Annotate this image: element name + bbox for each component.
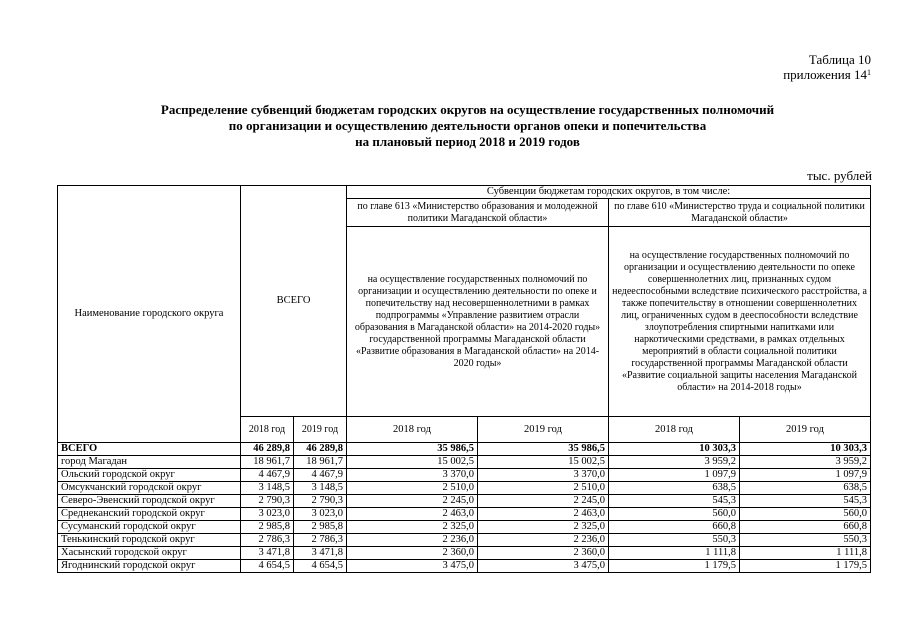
header-613-2018: 2018 год — [347, 417, 478, 443]
cell-value-e2018: 2 325,0 — [347, 521, 478, 534]
cell-value-t2019: 18 961,7 — [294, 456, 347, 469]
cell-value-s2019: 545,3 — [740, 495, 871, 508]
cell-district-name: Ягоднинский городской округ — [58, 560, 241, 573]
table-row — [58, 560, 871, 573]
cell-value-t2018: 4 654,5 — [241, 560, 294, 573]
header-610-2019: 2019 год — [740, 417, 871, 443]
cell-value-s2018: 660,8 — [609, 521, 740, 534]
header-610-2018: 2018 год — [609, 417, 740, 443]
cell-value-s2018: 3 959,2 — [609, 456, 740, 469]
cell-value-e2019: 2 463,0 — [478, 508, 609, 521]
cell-value-e2019: 2 245,0 — [478, 495, 609, 508]
cell-district-name: Омсукчанский городской округ — [58, 482, 241, 495]
cell-value-e2018: 35 986,5 — [347, 443, 478, 456]
header-desc-610: на осуществление государственных полномочий по организации и осуществлению деятельности по опеке совершеннолетних лиц, признанных судом недееспособными вследствие психического расстройства, а также попечительству в отношении совершеннолетних лиц, ограниченных судом в дееспособности вследствие злоупотребления спиртными напитками или наркотическими средствами, в рамках отдельных мероприятий в области социальной политики государственной программы Магаданской области «Развитие социальной защиты населения Магаданской области» на 2014-2018 годы» — [609, 227, 871, 417]
cell-district-name: Тенькинский городской округ — [58, 534, 241, 547]
cell-value-e2019: 3 370,0 — [478, 469, 609, 482]
header-total-2018: 2018 год — [241, 417, 294, 443]
cell-value-t2018: 3 148,5 — [241, 482, 294, 495]
cell-value-t2018: 18 961,7 — [241, 456, 294, 469]
header-group-613: по главе 613 «Министерство образования и молодежной политики Магаданской области» — [347, 199, 609, 227]
cell-value-e2018: 3 475,0 — [347, 560, 478, 573]
cell-value-t2018: 2 790,3 — [241, 495, 294, 508]
appendix-text: приложения 14 — [783, 67, 867, 82]
cell-district-name: Ольский городской округ — [58, 469, 241, 482]
cell-value-t2019: 3 023,0 — [294, 508, 347, 521]
table-row — [58, 482, 871, 495]
document-title-line-2: по организации и осуществлению деятельности органов опеки и попечительства — [228, 118, 707, 133]
cell-value-e2018: 2 510,0 — [347, 482, 478, 495]
cell-value-e2019: 3 475,0 — [478, 560, 609, 573]
cell-value-s2019: 550,3 — [740, 534, 871, 547]
header-613-2019: 2019 год — [478, 417, 609, 443]
table-body — [58, 443, 871, 573]
cell-value-t2019: 46 289,8 — [294, 443, 347, 456]
appendix-label — [783, 67, 871, 82]
table-row — [58, 469, 871, 482]
cell-district-name: Хасынский городской округ — [58, 547, 241, 560]
cell-value-s2018: 545,3 — [609, 495, 740, 508]
cell-value-e2018: 2 463,0 — [347, 508, 478, 521]
cell-value-t2019: 2 985,8 — [294, 521, 347, 534]
cell-value-e2018: 15 002,5 — [347, 456, 478, 469]
cell-value-e2018: 3 370,0 — [347, 469, 478, 482]
cell-value-t2018: 4 467,9 — [241, 469, 294, 482]
header-desc-613: на осуществление государственных полномочий по организации и осуществлению деятельности по опеке и попечительству над несовершеннолетними в рамках подпрограммы «Управление развитием отрасли образования в Магаданской области» на 2014-2020 годы» государственной программы Магаданской области «Развитие образования в Магаданской области» на 2014-2020 годы» — [347, 227, 609, 417]
subsidy-table — [57, 185, 871, 573]
cell-value-t2019: 4 467,9 — [294, 469, 347, 482]
table-row — [58, 521, 871, 534]
cell-value-t2018: 46 289,8 — [241, 443, 294, 456]
document-title-line-1: Распределение субвенций бюджетам городских округов на осуществление государственных полномочий — [160, 102, 775, 117]
cell-value-s2018: 550,3 — [609, 534, 740, 547]
cell-value-e2019: 2 325,0 — [478, 521, 609, 534]
table-number-label: Таблица 10 — [808, 52, 871, 67]
cell-district-name: ВСЕГО — [58, 443, 241, 456]
cell-value-s2018: 638,5 — [609, 482, 740, 495]
cell-value-t2019: 3 148,5 — [294, 482, 347, 495]
cell-value-t2018: 2 985,8 — [241, 521, 294, 534]
appendix-superscript: 1 — [867, 68, 871, 77]
cell-value-t2019: 2 790,3 — [294, 495, 347, 508]
cell-district-name: Сусуманский городской округ — [58, 521, 241, 534]
table-row — [58, 456, 871, 469]
cell-district-name: Среднеканский городской округ — [58, 508, 241, 521]
cell-value-s2018: 10 303,3 — [609, 443, 740, 456]
cell-value-s2019: 10 303,3 — [740, 443, 871, 456]
header-subsidies: Субвенции бюджетам городских округов, в том числе: — [347, 186, 871, 199]
header-total: ВСЕГО — [241, 186, 347, 417]
cell-value-s2018: 1 179,5 — [609, 560, 740, 573]
cell-value-e2018: 2 236,0 — [347, 534, 478, 547]
unit-label: тыс. рублей — [807, 168, 872, 183]
cell-value-t2019: 2 786,3 — [294, 534, 347, 547]
cell-value-s2019: 660,8 — [740, 521, 871, 534]
cell-value-s2019: 638,5 — [740, 482, 871, 495]
cell-value-e2019: 2 510,0 — [478, 482, 609, 495]
cell-value-e2019: 35 986,5 — [478, 443, 609, 456]
cell-value-s2018: 1 111,8 — [609, 547, 740, 560]
cell-value-s2019: 1 097,9 — [740, 469, 871, 482]
cell-value-t2018: 2 786,3 — [241, 534, 294, 547]
cell-district-name: город Магадан — [58, 456, 241, 469]
cell-value-e2019: 2 360,0 — [478, 547, 609, 560]
cell-value-s2018: 1 097,9 — [609, 469, 740, 482]
table-row — [58, 495, 871, 508]
cell-district-name: Северо-Эвенский городской округ — [58, 495, 241, 508]
header-group-610: по главе 610 «Министерство труда и социальной политики Магаданской области» — [609, 199, 871, 227]
table-row — [58, 547, 871, 560]
cell-value-t2019: 4 654,5 — [294, 560, 347, 573]
cell-value-t2019: 3 471,8 — [294, 547, 347, 560]
cell-value-s2019: 1 111,8 — [740, 547, 871, 560]
table-row-total — [58, 443, 871, 456]
cell-value-e2018: 2 360,0 — [347, 547, 478, 560]
cell-value-s2019: 3 959,2 — [740, 456, 871, 469]
cell-value-s2019: 560,0 — [740, 508, 871, 521]
cell-value-t2018: 3 471,8 — [241, 547, 294, 560]
document-title-line-3: на плановый период 2018 и 2019 годов — [355, 134, 580, 149]
cell-value-e2019: 2 236,0 — [478, 534, 609, 547]
cell-value-e2019: 15 002,5 — [478, 456, 609, 469]
cell-value-e2018: 2 245,0 — [347, 495, 478, 508]
table-row — [58, 508, 871, 521]
table-row — [58, 534, 871, 547]
cell-value-s2018: 560,0 — [609, 508, 740, 521]
cell-value-s2019: 1 179,5 — [740, 560, 871, 573]
header-name: Наименование городского округа — [58, 186, 241, 443]
cell-value-t2018: 3 023,0 — [241, 508, 294, 521]
header-total-2019: 2019 год — [294, 417, 347, 443]
